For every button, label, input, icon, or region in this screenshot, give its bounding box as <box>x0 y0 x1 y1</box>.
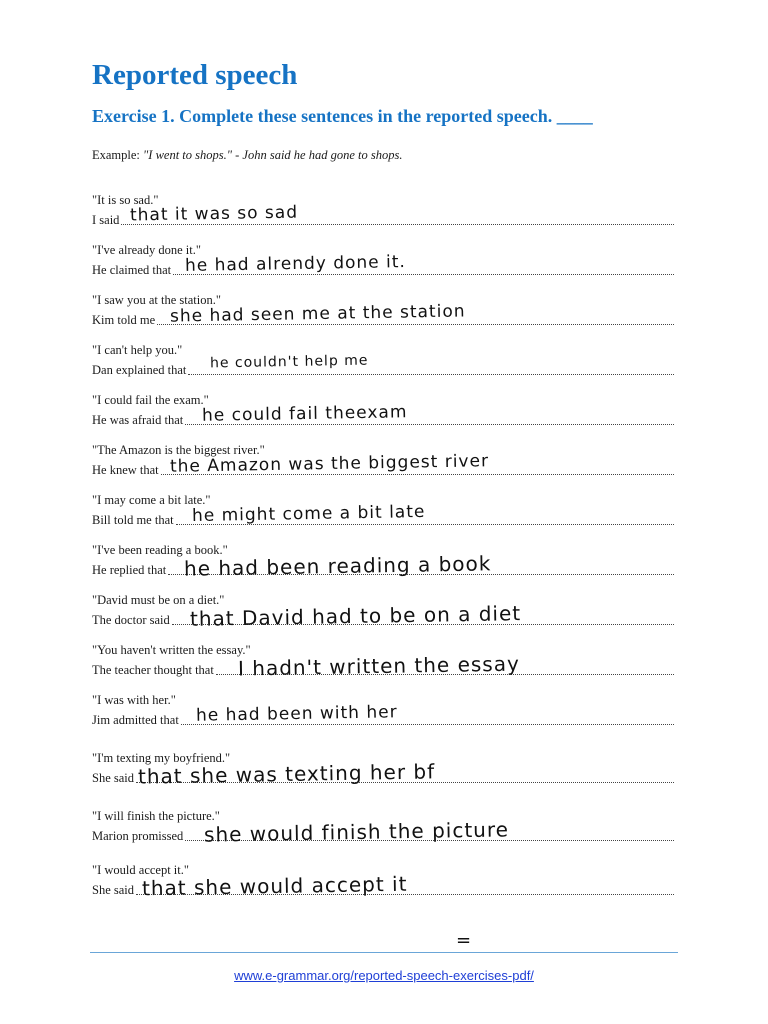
direct-speech: "I could fail the exam." <box>92 393 209 407</box>
reporting-clause: Kim told me <box>92 313 156 327</box>
handwritten-answer: that she was texting her bf <box>137 759 436 789</box>
handwritten-answer: that David had to be on a diet <box>189 601 522 631</box>
answer-line <box>92 402 674 428</box>
handwritten-answer: she had seen me at the station <box>169 301 466 327</box>
reporting-clause: I said <box>92 213 120 227</box>
reporting-clause: Bill told me that <box>92 513 174 527</box>
direct-speech: "I'm texting my boyfriend." <box>92 751 231 765</box>
answer-line <box>92 601 674 631</box>
handwritten-answer: he had been reading a book <box>183 551 492 581</box>
answer-line <box>92 301 674 328</box>
direct-speech: "I've been reading a book." <box>92 543 228 557</box>
direct-speech: "I was with her." <box>92 693 176 707</box>
handwritten-answer: the Amazon was the biggest river <box>169 451 490 477</box>
handwritten-answer: I hadn't written the essay <box>237 651 521 681</box>
reporting-clause: The teacher thought that <box>92 663 214 677</box>
page-title: Reported speech <box>92 59 298 91</box>
answer-line <box>92 551 674 581</box>
reporting-clause: He knew that <box>92 463 159 477</box>
answer-line <box>92 252 674 278</box>
direct-speech: "The Amazon is the biggest river." <box>92 443 265 457</box>
answer-line <box>92 651 674 681</box>
handwritten-answer: he had been with her <box>195 702 398 726</box>
example-line <box>92 148 402 163</box>
answer-line <box>92 702 674 728</box>
direct-speech: "I may come a bit late." <box>92 493 211 507</box>
exercise-heading: Exercise 1. Complete these sentences in the reported speech. ____ <box>92 106 593 126</box>
handwritten-answer: he had alrendy done it. <box>184 252 407 276</box>
example-text: "I went to shops." - John said he had gone to shops. <box>143 148 403 162</box>
handwritten-answer: that it was so sad <box>129 202 299 226</box>
reporting-clause: Dan explained that <box>92 363 187 377</box>
dotted-blank <box>188 373 674 375</box>
reporting-clause: She said <box>92 771 135 785</box>
footer-divider <box>90 952 678 953</box>
reporting-clause: Marion promissed <box>92 829 184 843</box>
direct-speech: "It is so sad." <box>92 193 159 207</box>
footer-link[interactable]: www.e-grammar.org/reported-speech-exercises-pdf/ <box>234 968 534 983</box>
handwritten-answer: that she would accept it <box>141 871 408 901</box>
direct-speech: "David must be on a diet." <box>92 593 225 607</box>
answer-line <box>92 817 674 847</box>
reporting-clause: He replied that <box>92 563 167 577</box>
direct-speech: "I would accept it." <box>92 863 189 877</box>
example-label: Example: <box>92 148 140 162</box>
reporting-clause: He was afraid that <box>92 413 184 427</box>
direct-speech: "I will finish the picture." <box>92 809 220 823</box>
answer-line <box>92 871 674 901</box>
answer-line <box>92 451 674 478</box>
answer-line <box>92 501 674 528</box>
direct-speech: "I saw you at the station." <box>92 293 221 307</box>
handwritten-answer: he couldn't help me <box>209 352 369 372</box>
reporting-clause: The doctor said <box>92 613 170 627</box>
reporting-clause: She said <box>92 883 135 897</box>
handwritten-answer: he might come a bit late <box>191 501 426 527</box>
handwritten-answer: she would finish the picture <box>203 817 510 847</box>
handwritten-answer: he could fail theexam <box>201 402 408 426</box>
answer-line <box>92 759 674 789</box>
reporting-clause: Jim admitted that <box>92 713 179 727</box>
reporting-clause: He claimed that <box>92 263 172 277</box>
direct-speech: "I can't help you." <box>92 343 183 357</box>
answer-line <box>92 202 674 228</box>
direct-speech: "You haven't written the essay." <box>92 643 251 657</box>
answer-line <box>92 352 674 378</box>
direct-speech: "I've already done it." <box>92 243 201 257</box>
handwritten-mark: = <box>456 930 472 951</box>
